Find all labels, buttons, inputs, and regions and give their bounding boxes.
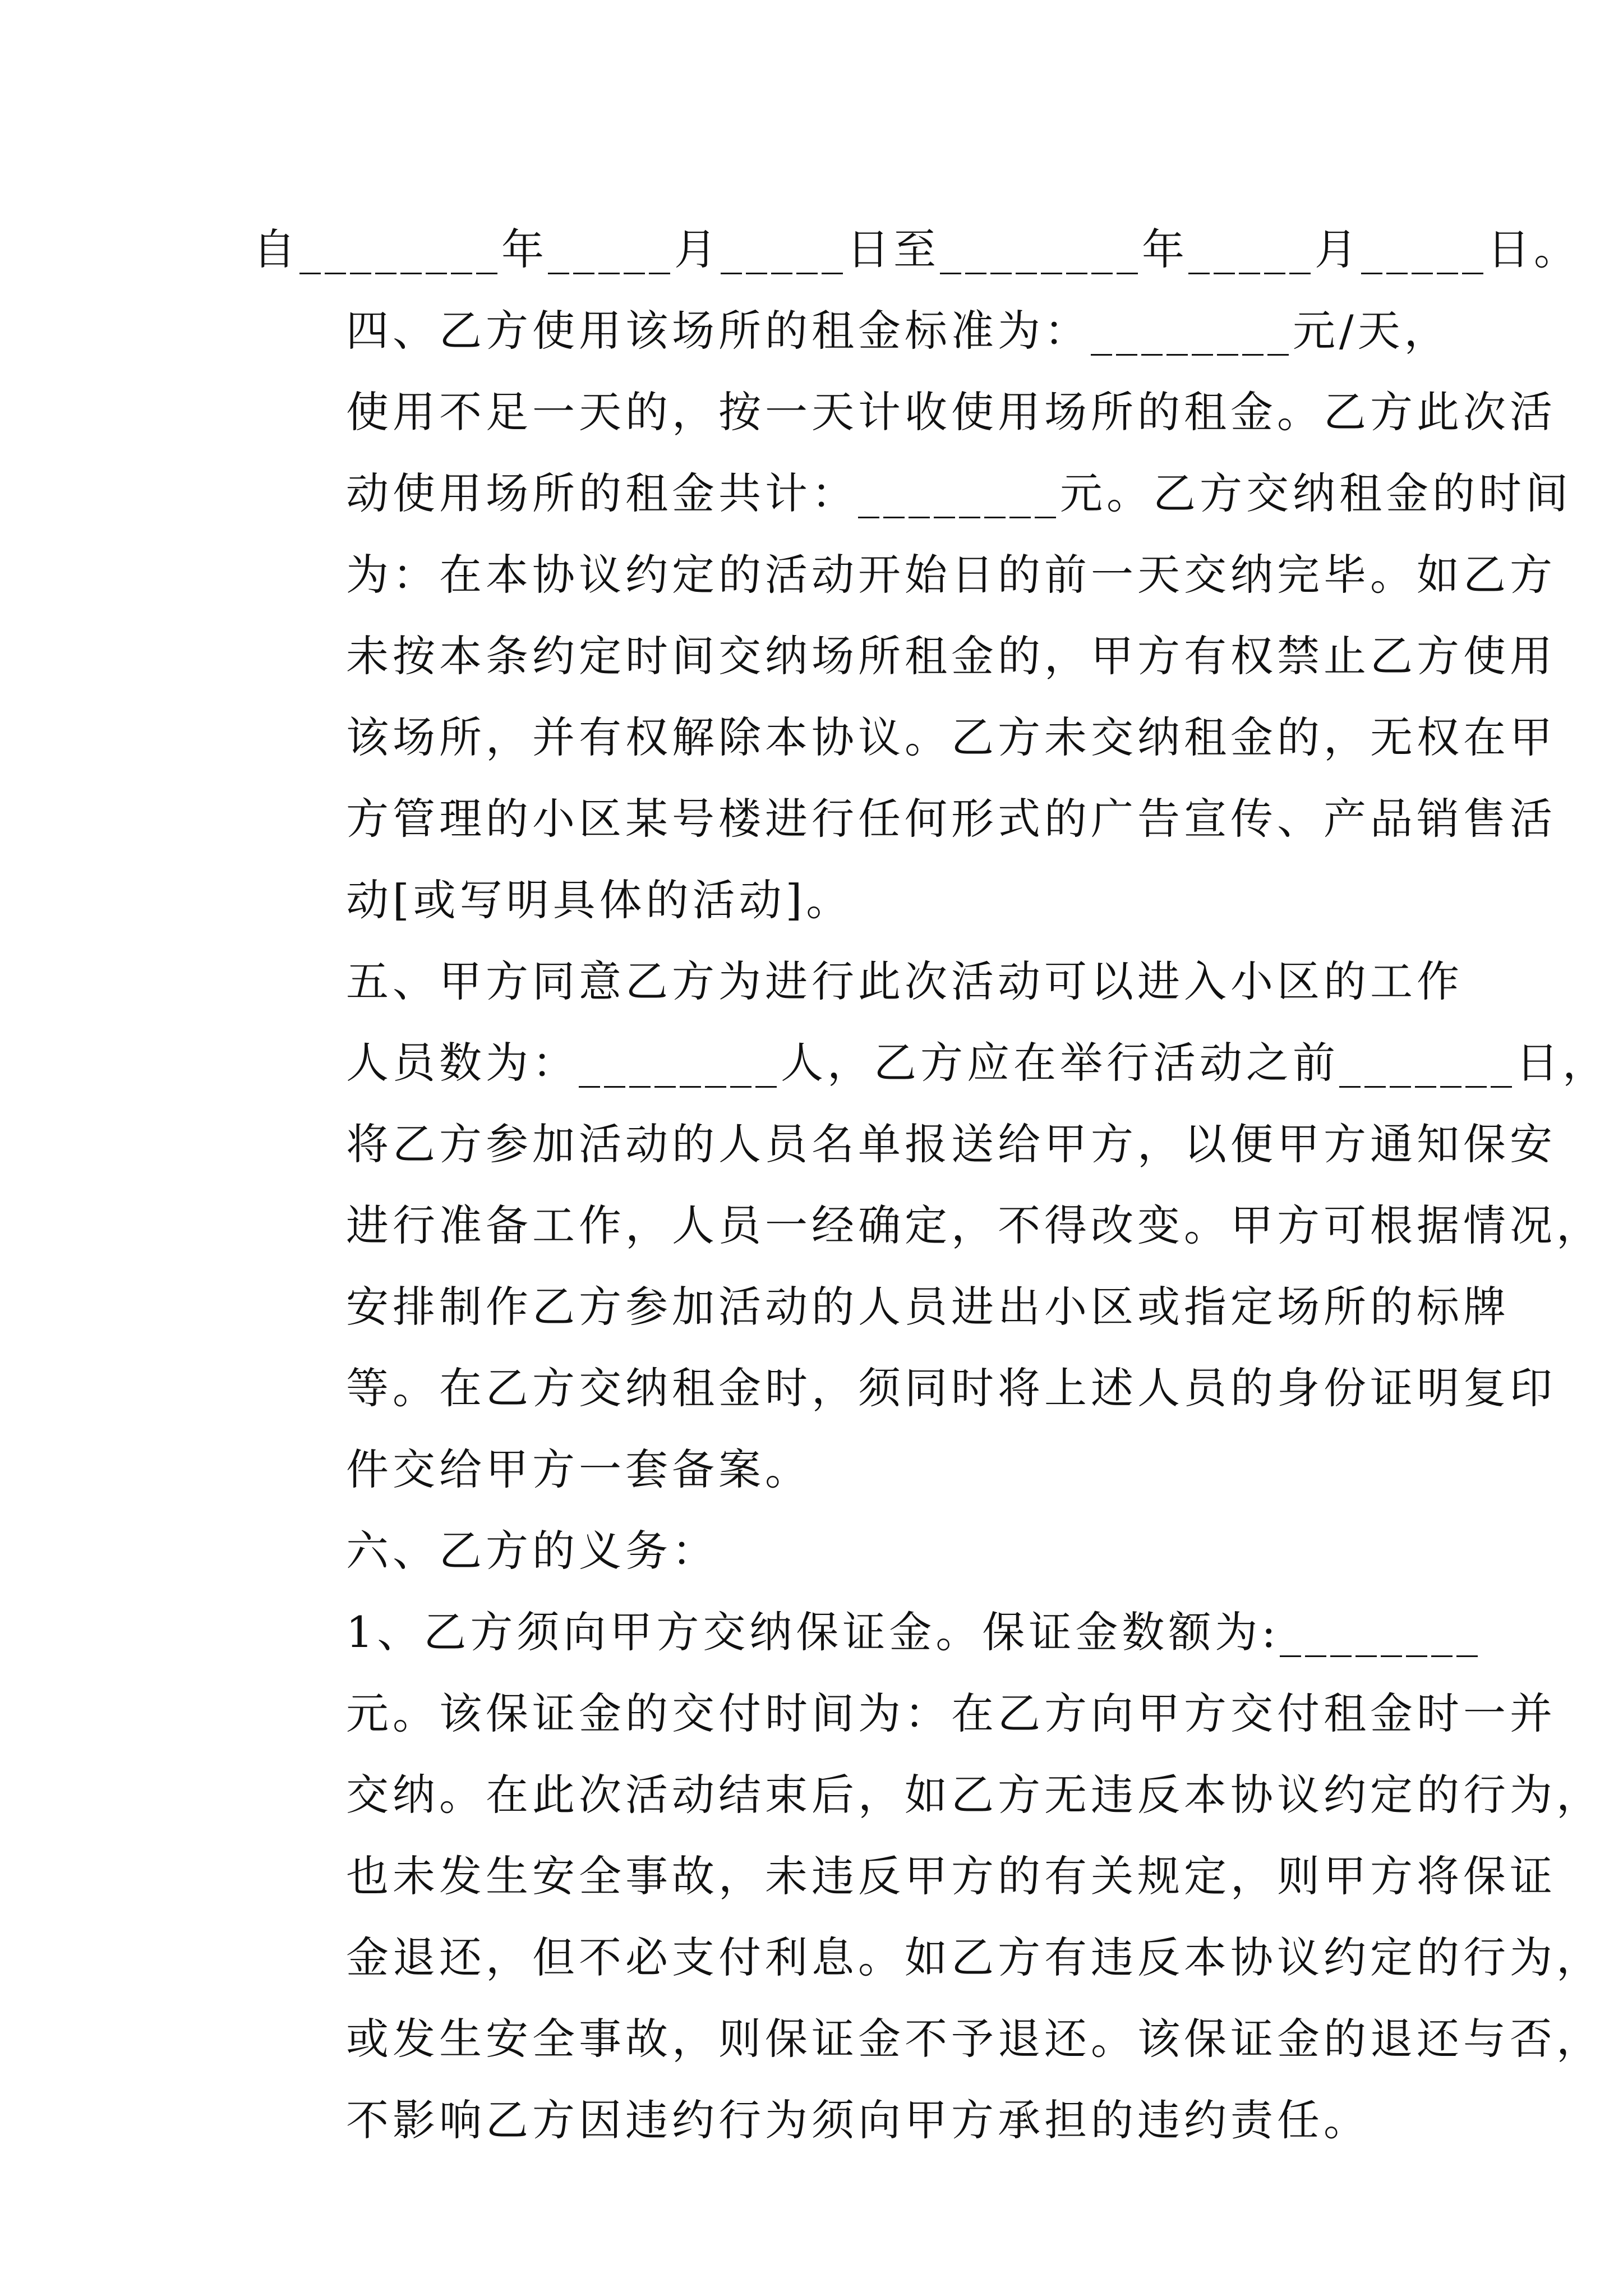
- text-line: 人员数为：________人，乙方应在举行活动之前_______日，: [346, 1038, 1609, 1088]
- clause-six-item-one-deposit: [253, 1591, 1603, 2161]
- contract-text: [253, 209, 1609, 2161]
- date-range-paragraph: [253, 209, 1580, 290]
- text-line: 元。该保证金的交付时间为：在乙方向甲方交付租金时一并: [346, 1688, 1556, 1738]
- text-line: 安排制作乙方参加活动的人员进出小区或指定场所的标牌: [346, 1282, 1510, 1332]
- text-line: 为：在本协议约定的活动开始日的前一天交纳完毕。如乙方: [346, 550, 1556, 600]
- text-line: 五、甲方同意乙方为进行此次活动可以进入小区的工作: [346, 956, 1463, 1006]
- text-line: 六、乙方的义务：: [346, 1526, 718, 1576]
- text-line: 该场所，并有权解除本协议。乙方未交纳租金的，无权在甲: [346, 712, 1556, 762]
- text-line: 自________年_____月_____日至________年_____月_____日。: [253, 224, 1580, 274]
- text-line: 未按本条约定时间交纳场所租金的，甲方有权禁止乙方使用: [346, 631, 1556, 681]
- text-line: 动使用场所的租金共计：________元。乙方交纳租金的时间: [346, 468, 1572, 518]
- text-line: 也未发生安全事故，未违反甲方的有关规定，则甲方将保证: [346, 1851, 1556, 1901]
- text-line: 1、乙方须向甲方交纳保证金。保证金数额为:________: [346, 1607, 1482, 1657]
- text-line: 将乙方参加活动的人员名单报送给甲方，以便甲方通知保安: [346, 1119, 1556, 1169]
- text-line: 使用不足一天的，按一天计收使用场所的租金。乙方此次活: [346, 387, 1556, 437]
- text-line: 不影响乙方因违约行为须向甲方承担的违约责任。: [346, 2095, 1370, 2145]
- text-line: 方管理的小区某号楼进行任何形式的广告宣传、产品销售活: [346, 794, 1556, 844]
- text-line: 动[或写明具体的活动]。: [346, 875, 853, 925]
- text-line: 等。在乙方交纳租金时，须同时将上述人员的身份证明复印: [346, 1363, 1556, 1413]
- text-line: 金退还，但不必支付利息。如乙方有违反本协议约定的行为，: [346, 1932, 1603, 1982]
- clause-six-heading: [253, 1510, 1386, 1591]
- text-line: 进行准备工作，人员一经确定，不得改变。甲方可根据情况，: [346, 1200, 1603, 1250]
- clause-five-staff: [253, 941, 1609, 1510]
- text-line: 或发生安全事故，则保证金不予退还。该保证金的退还与否，: [346, 2014, 1603, 2064]
- text-line: 四、乙方使用该场所的租金标准为：________元/天，: [346, 306, 1451, 356]
- text-line: 交纳。在此次活动结束后，如乙方无违反本协议约定的行为，: [346, 1770, 1603, 1820]
- clause-four-rent: [253, 290, 1572, 941]
- text-line: 件交给甲方一套备案。: [346, 1444, 811, 1494]
